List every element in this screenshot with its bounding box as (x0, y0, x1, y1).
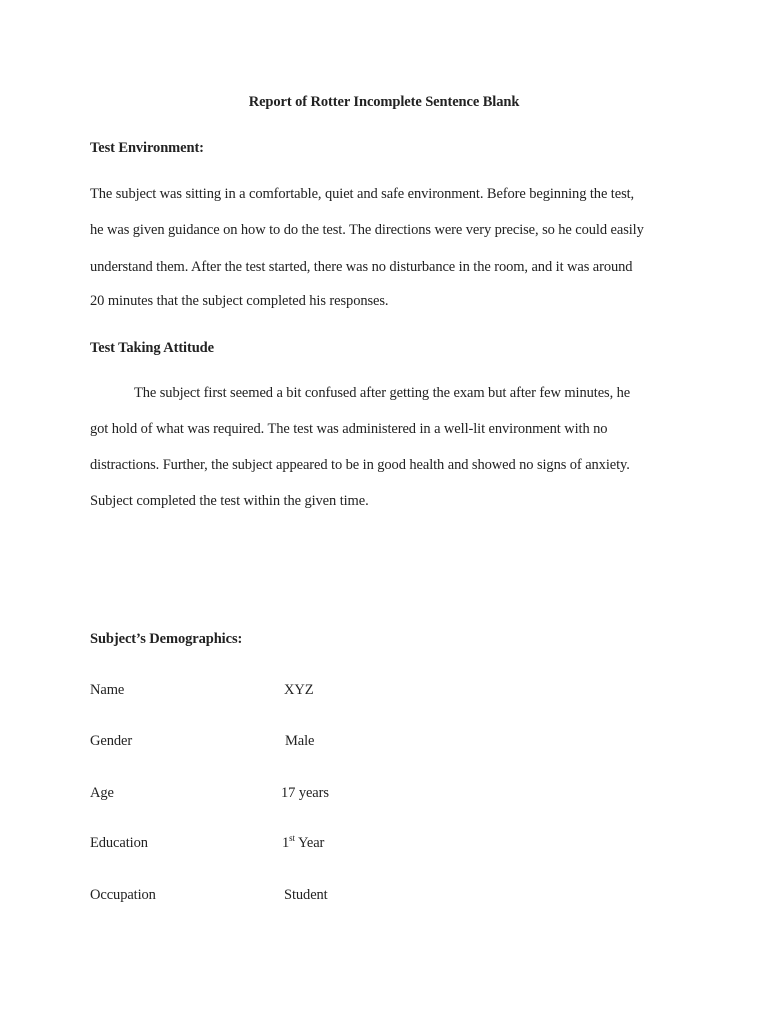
paragraph-line: Subject completed the test within the given time. (90, 493, 369, 509)
paragraph-line: 20 minutes that the subject completed his responses. (90, 293, 389, 309)
education-year-number: 1 (282, 835, 290, 851)
document-title: Report of Rotter Incomplete Sentence Blank (248, 94, 520, 110)
demographic-value-gender: Male (285, 733, 315, 749)
section-heading-test-environment: Test Environment: (90, 140, 204, 156)
demographic-value-age: 17 years (281, 785, 329, 801)
demographic-label-name: Name (90, 682, 125, 698)
demographic-label-education: Education (90, 835, 148, 851)
demographic-value-education (282, 834, 324, 852)
paragraph-line: The subject first seemed a bit confused after getting the exam but after few minutes, he (134, 385, 631, 401)
education-year-unit: Year (294, 835, 325, 851)
demographic-label-age: Age (90, 785, 114, 801)
paragraph-line: he was given guidance on how to do the test. The directions were very precise, so he could easily (90, 222, 644, 238)
paragraph-line: got hold of what was required. The test was administered in a well-lit environment with no (90, 421, 608, 437)
paragraph-line: distractions. Further, the subject appeared to be in good health and showed no signs of anxiety. (90, 457, 630, 473)
section-heading-demographics: Subject’s Demographics: (90, 631, 243, 647)
demographic-label-occupation: Occupation (90, 887, 156, 903)
paragraph-line: The subject was sitting in a comfortable, quiet and safe environment. Before beginning the test, (90, 186, 635, 202)
demographic-label-gender: Gender (90, 733, 133, 749)
section-heading-test-taking-attitude: Test Taking Attitude (90, 340, 214, 356)
demographic-value-name: XYZ (284, 682, 314, 698)
paragraph-line: understand them. After the test started, there was no disturbance in the room, and it was around (90, 259, 633, 275)
education-year-ordinal: st (289, 833, 295, 843)
demographic-value-occupation: Student (284, 887, 328, 903)
